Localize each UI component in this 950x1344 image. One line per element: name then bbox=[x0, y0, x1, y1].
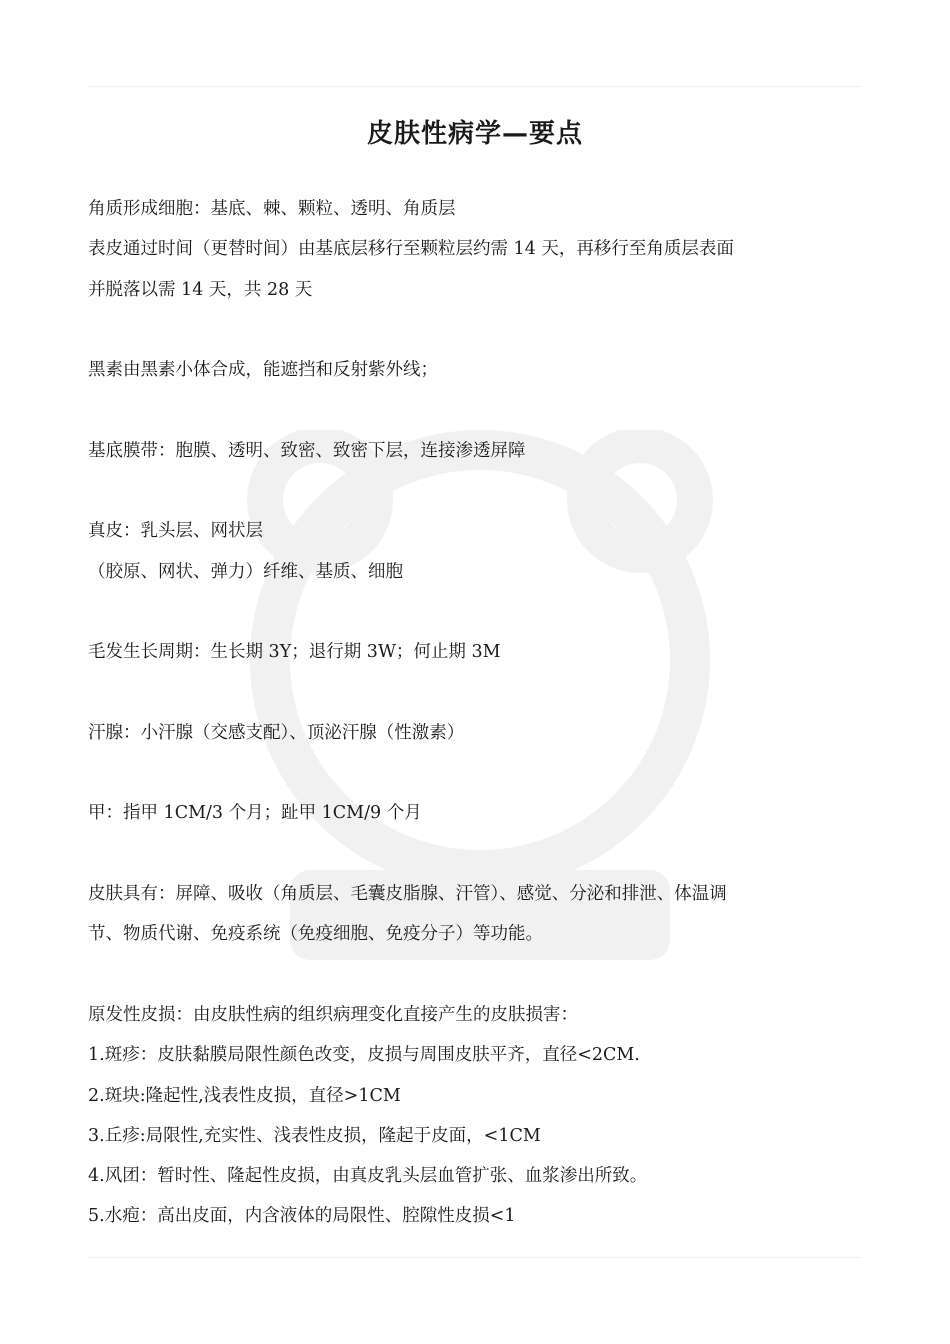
paragraph-gap bbox=[88, 955, 868, 995]
paragraph-gap bbox=[88, 834, 868, 874]
paragraph-gap bbox=[88, 471, 868, 511]
bottom-divider bbox=[88, 1257, 862, 1258]
text-line: 原发性皮损：由皮肤性病的组织病理变化直接产生的皮肤损害： bbox=[88, 1004, 578, 1025]
text-line: 并脱落以需 14 天，共 28 天 bbox=[88, 279, 313, 300]
text-line: 皮肤具有：屏障、吸收（角质层、毛囊皮脂腺、汗管）、感觉、分泌和排泄、体温调 bbox=[88, 884, 727, 905]
list-item: 5.水疱：高出皮面，内含液体的局限性、腔隙性皮损<1 bbox=[88, 1206, 516, 1227]
paragraph-gap bbox=[88, 390, 868, 430]
text-line: 基底膜带：胞膜、透明、致密、致密下层，连接渗透屏障 bbox=[88, 440, 526, 461]
text-line: 毛发生长周期：生长期 3Y；退行期 3W；何止期 3M bbox=[88, 642, 501, 663]
text-line: 角质形成细胞：基底、棘、颗粒、透明、角质层 bbox=[88, 199, 456, 219]
text-line: 汗腺：小汗腺（交感支配）、顶泌汗腺（性激素） bbox=[88, 722, 465, 743]
page-title: 皮肤性病学—要点 bbox=[366, 119, 583, 149]
text-line: （胶原、网状、弹力）纤维、基质、细胞 bbox=[88, 561, 403, 582]
text-line: 表皮通过时间（更替时间）由基底层移行至颗粒层约需 14 天，再移行至角质层表面 bbox=[88, 239, 734, 260]
paragraph-gap bbox=[88, 310, 868, 350]
text-line: 黑素由黑素小体合成，能遮挡和反射紫外线； bbox=[88, 360, 438, 381]
paragraph-gap bbox=[88, 592, 868, 632]
text-line: 甲：指甲 1CM/3 个月；趾甲 1CM/9 个月 bbox=[88, 803, 422, 824]
paragraph-gap bbox=[88, 673, 868, 713]
text-line: 节、物质代谢、免疫系统（免疫细胞、免疫分子）等功能。 bbox=[88, 924, 543, 945]
list-item: 4.风团：暂时性、隆起性皮损，由真皮乳头层血管扩张、血浆渗出所致。 bbox=[88, 1166, 648, 1187]
document-body bbox=[88, 189, 868, 1237]
list-item: 2.斑块:隆起性,浅表性皮损，直径>1CM bbox=[88, 1085, 401, 1106]
list-item: 1.斑疹：皮肤黏膜局限性颜色改变，皮损与周围皮肤平齐，直径<2CM. bbox=[88, 1045, 640, 1066]
paragraph-gap bbox=[88, 753, 868, 793]
top-divider bbox=[88, 86, 862, 87]
text-line: 真皮：乳头层、网状层 bbox=[88, 521, 263, 542]
list-item: 3.丘疹:局限性,充实性、浅表性皮损，隆起于皮面，<1CM bbox=[88, 1125, 541, 1146]
